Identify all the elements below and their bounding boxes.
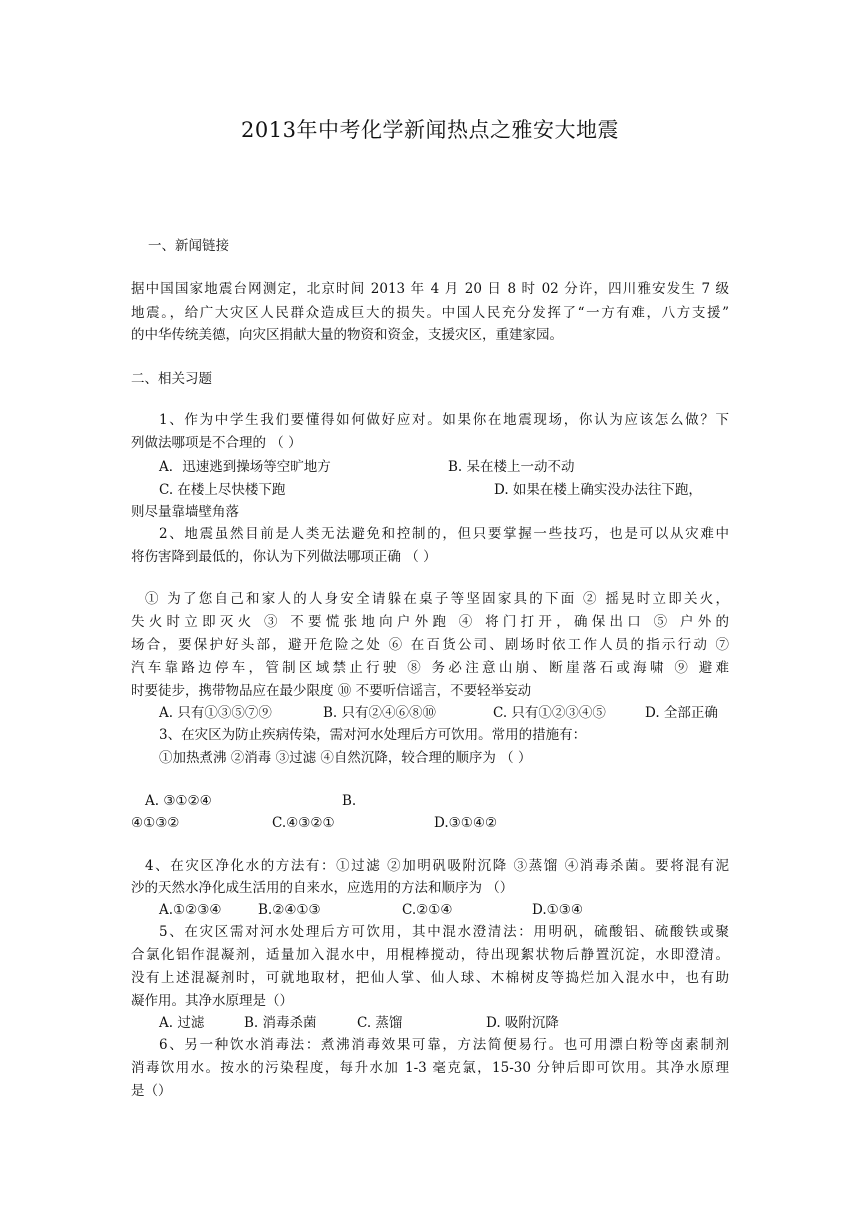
question-1-option-a: A．迅速逃到操场等空旷地方 xyxy=(159,459,331,475)
question-3-text: 3、在灾区为防止疾病传染，需对河水处理后方可饮用。常用的措施有： xyxy=(159,727,587,743)
question-2-option-d: D. 全部正确 xyxy=(645,705,718,721)
question-5-option-d: D. 吸附沉降 xyxy=(486,1015,559,1031)
question-4-option-d: D.①③④ xyxy=(532,902,583,918)
question-1-text: 1、作为中学生我们要懂得如何做好应对。如果你在地震现场，你认为应该怎么做？下 xyxy=(159,412,729,428)
question-2-text: 将伤害降到最低的，你认为下列做法哪项正确 （ ） xyxy=(131,549,437,565)
question-5-option-c: C. 蒸馏 xyxy=(357,1015,403,1031)
question-2-items-line: ① 为了您自己和家人的人身安全请躲在桌子等坚固家具的下面 ② 摇晃时立即关火， xyxy=(145,591,729,607)
news-paragraph-line: 据中国国家地震台网测定，北京时间 2013 年 4 月 20 日 8 时 02 分许，四川雅安发生 7 级 xyxy=(131,281,729,297)
question-6-text: 6、另一种饮水消毒法：煮沸消毒效果可靠，方法简便易行。也可用漂白粉等卤素制剂 xyxy=(159,1037,729,1053)
section-heading-news: 一、新闻链接 xyxy=(148,238,229,254)
question-3-text: ①加热煮沸 ②消毒 ③过滤 ④自然沉降，较合理的顺序为 （ ） xyxy=(159,750,532,766)
question-4-option-c: C.②①④ xyxy=(402,902,453,918)
question-4-option-b: B.②④①③ xyxy=(258,902,321,918)
question-4-text: 4、在灾区净化水的方法有：①过滤 ②加明矾吸附沉降 ③蒸馏 ④消毒杀菌。要将混有泥 xyxy=(145,858,729,874)
question-5-option-b: B. 消毒杀菌 xyxy=(244,1015,317,1031)
question-3-option-a: A. ③①②④ xyxy=(145,793,212,809)
question-3-option-b: B. xyxy=(342,793,357,809)
question-2-items-line: 失火时立即灭火 ③ 不要慌张地向户外跑 ④ 将门打开，确保出口 ⑤ 户外的 xyxy=(131,614,729,630)
question-2-items-line: 汽车靠路边停车，管制区域禁止行驶 ⑧ 务必注意山崩、断崖落石或海啸 ⑨ 避难 xyxy=(131,660,729,676)
question-4-text: 沙的天然水净化成生活用的自来水，应选用的方法和顺序为 （） xyxy=(131,880,514,896)
question-2-option-a: A. 只有①③⑤⑦⑨ xyxy=(159,705,272,721)
question-1-option-d: D. 如果在楼上确实没办法往下跑， xyxy=(494,482,702,498)
news-paragraph-line: 的中华传统美德，向灾区捐献大量的物资和资金，支援灾区，重建家园。 xyxy=(131,327,563,343)
question-3-option-d: D.③①④② xyxy=(434,815,498,831)
question-3-option-c: C.④③②① xyxy=(272,815,335,831)
question-6-text: 消毒饮用水。按水的污染程度，每升水加 1-3 毫克氯，15-30 分钟后即可饮用。其净水原理 xyxy=(131,1060,729,1076)
question-2-text: 2、地震虽然目前是人类无法避免和控制的，但只要掌握一些技巧，也是可以从灾难中 xyxy=(159,526,729,542)
question-4-option-a: A.①②③④ xyxy=(159,902,222,918)
question-1-option-d-continued: 则尽量靠墙壁角落 xyxy=(131,504,239,520)
section-heading-exercises: 二、相关习题 xyxy=(131,371,212,387)
question-5-text: 5、在灾区需对河水处理后方可饮用，其中混水澄清法：用明矾，硫酸铝、硫酸铁或聚 xyxy=(159,924,729,940)
question-5-option-a: A. 过滤 xyxy=(159,1015,205,1031)
question-5-text: 没有上述混凝剂时，可就地取材，把仙人掌、仙人球、木棉树皮等捣烂加入混水中，也有助 xyxy=(131,970,729,986)
question-3-option-b-value: ④①③② xyxy=(131,815,180,831)
question-1-option-b: B. 呆在楼上一动不动 xyxy=(448,459,575,475)
question-2-option-b: B. 只有②④⑥⑧⑩ xyxy=(323,705,437,721)
question-2-items-line: 时要徒步，携带物品应在最少限度 ⑩ 不要听信谣言，不要轻举妄动 xyxy=(131,683,532,699)
question-1-text: 列做法哪项是不合理的 （ ） xyxy=(131,435,302,451)
question-5-text: 合氯化铝作混凝剂，适量加入混水中，用棍棒搅动，待出现絮状物后静置沉淀，水即澄清。 xyxy=(131,947,729,963)
news-paragraph-line: 地震。，给广大灾区人民群众造成巨大的损失。中国人民充分发挥了“一方有难，八方支援” xyxy=(131,305,729,321)
question-2-items-line: 场合，要保护好头部，避开危险之处 ⑥ 在百货公司、剧场时依工作人员的指示行动 ⑦ xyxy=(131,637,729,653)
question-2-option-c: C. 只有①②③④⑤ xyxy=(493,705,606,721)
question-5-text: 凝作用。其净水原理是（） xyxy=(131,993,293,1009)
question-6-text: 是（） xyxy=(131,1083,172,1099)
document-title: 2013年中考化学新闻热点之雅安大地震 xyxy=(241,118,619,142)
question-1-option-c: C. 在楼上尽快楼下跑 xyxy=(159,482,286,498)
